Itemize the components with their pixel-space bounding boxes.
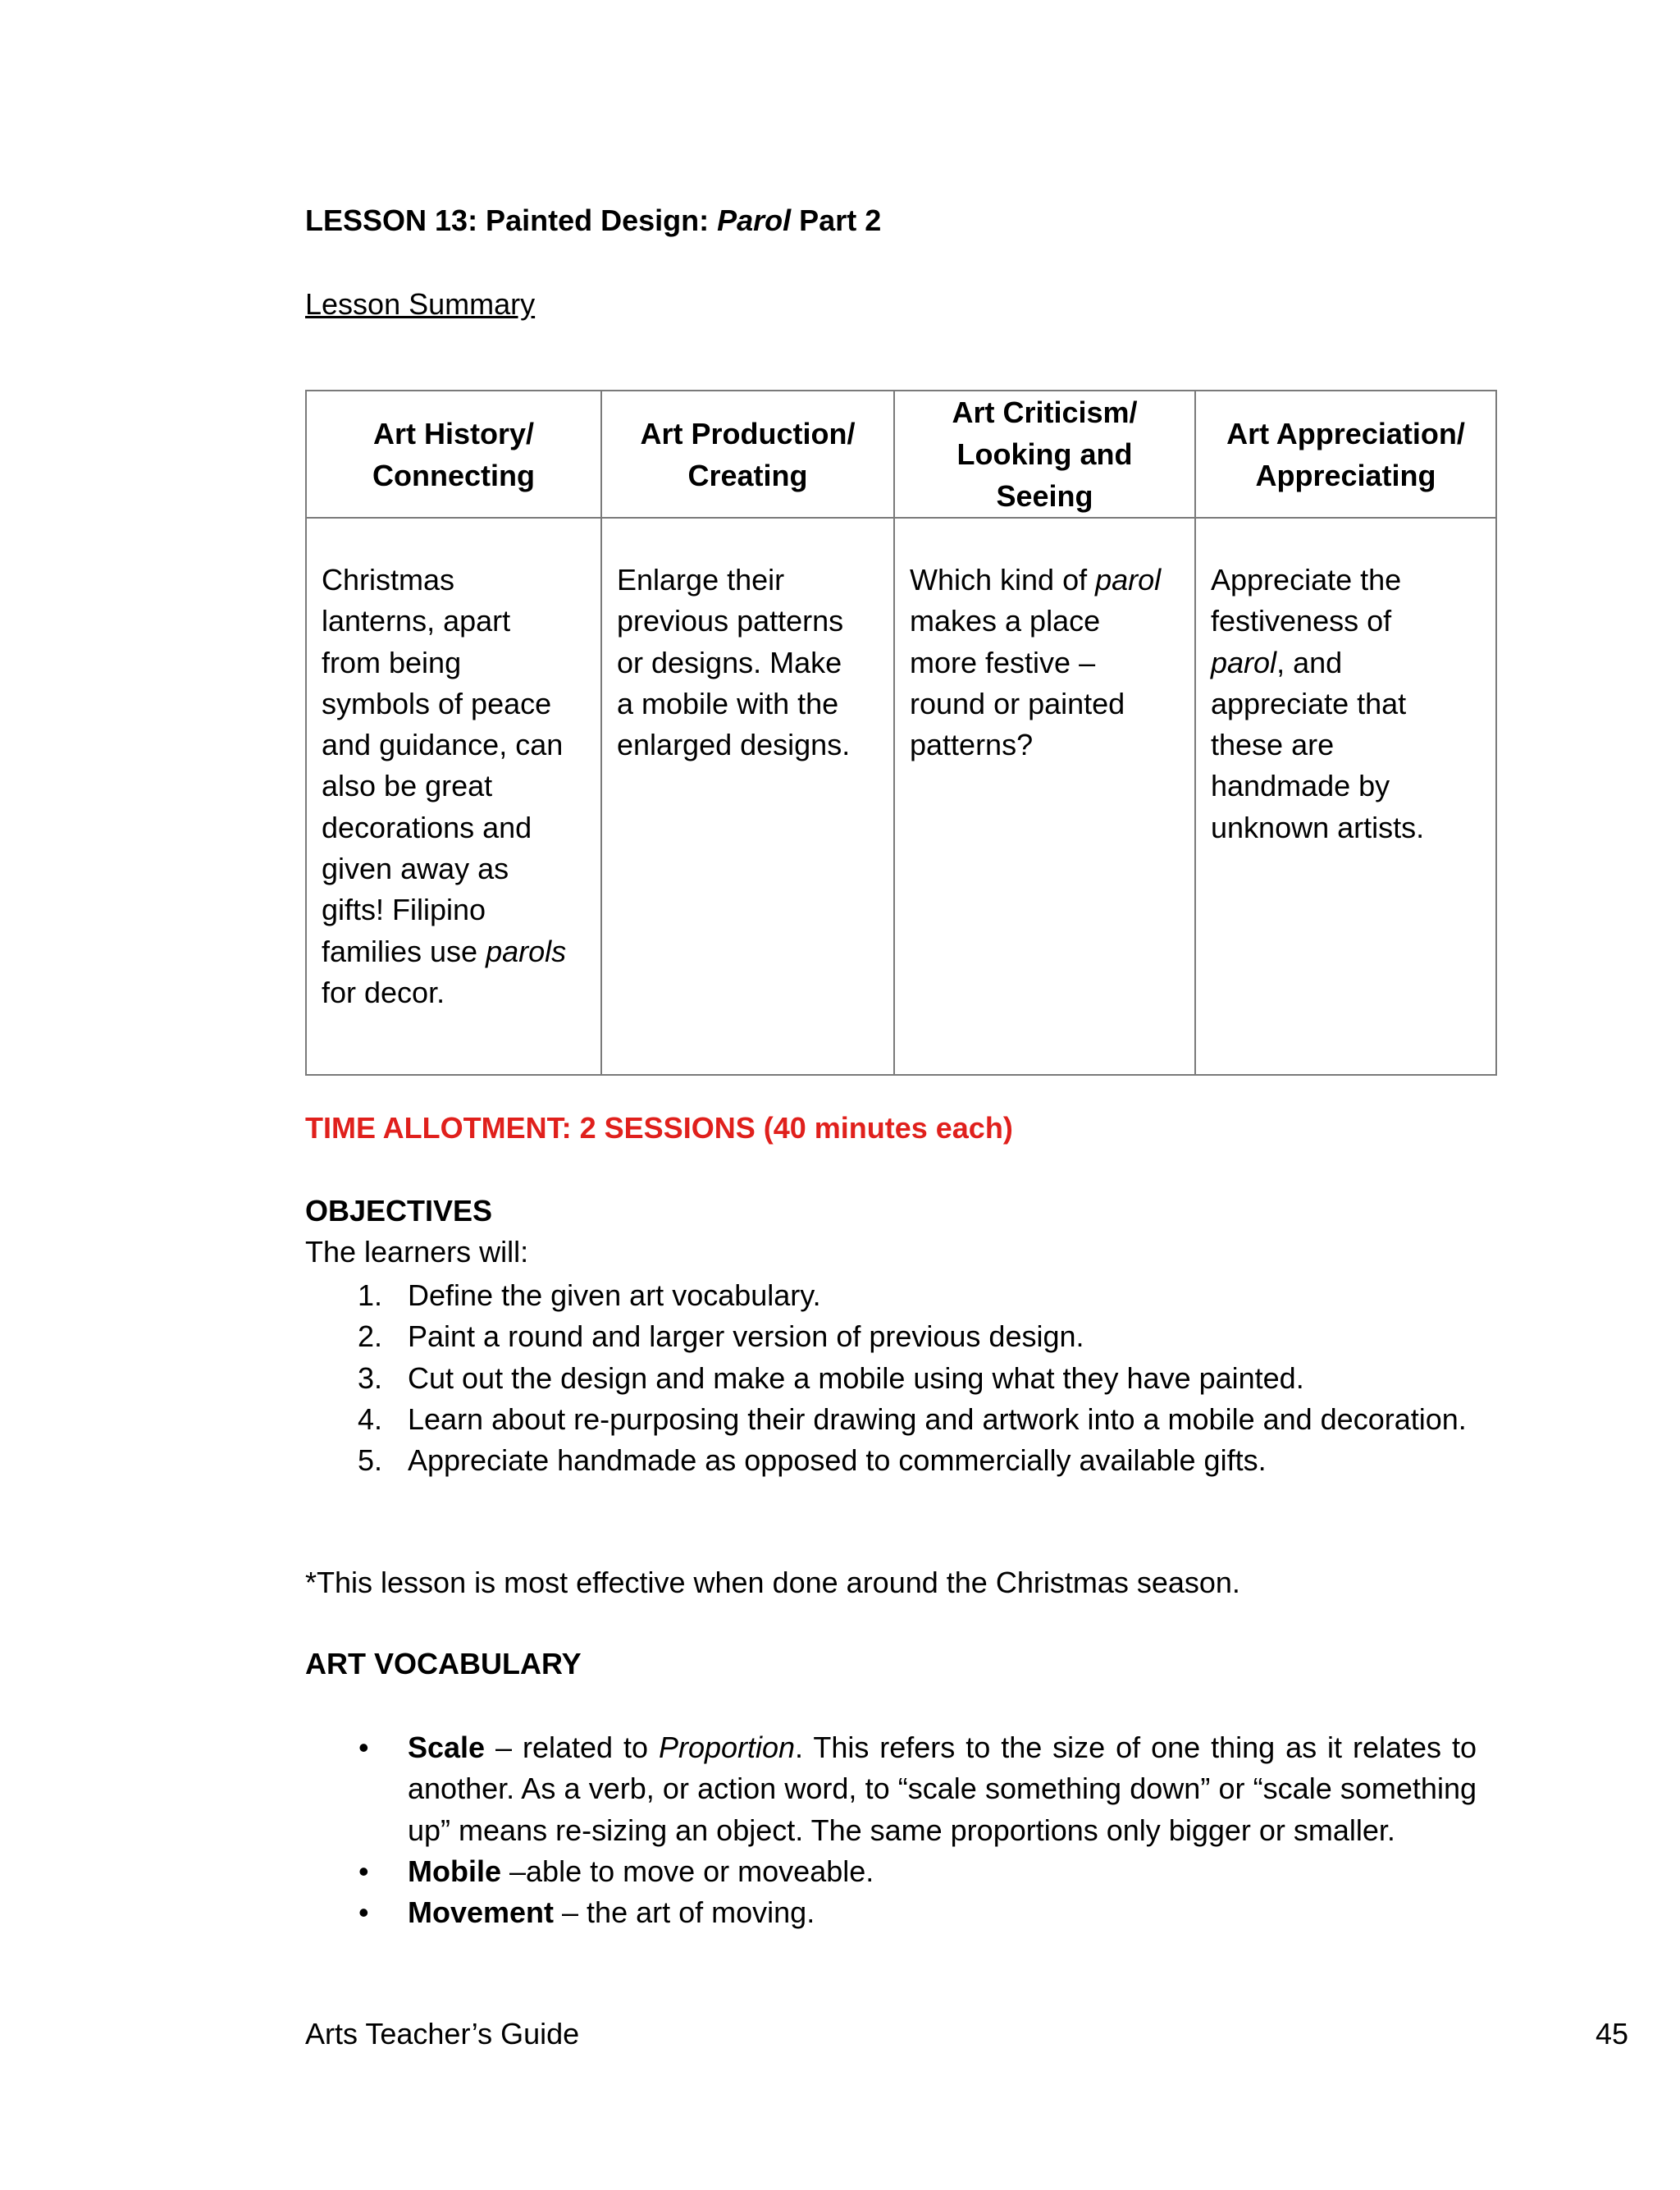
bullet-icon: • — [358, 1895, 369, 1930]
header-art-appreciation: Art Appreciation/ Appreciating — [1195, 391, 1496, 518]
bullet-icon: • — [358, 1854, 369, 1888]
lesson-note: *This lesson is most effective when done around the Christmas season. — [305, 1566, 1240, 1599]
vocab-item-movement: • Movement – the art of moving. — [305, 1892, 1477, 1933]
lesson-summary-label: Lesson Summary — [305, 287, 536, 321]
cell-art-production: Enlarge their previous patterns or designs. Make a mobile with the enlarged designs. — [601, 518, 894, 1075]
lesson-summary-table — [305, 390, 1497, 1076]
list-item: 3. Cut out the design and make a mobile using what they have painted. — [358, 1360, 1304, 1395]
table-header-row — [306, 391, 1496, 518]
table-row — [306, 518, 1496, 1075]
list-item: 1. Define the given art vocabulary. — [358, 1278, 821, 1312]
vocab-item-mobile: • Mobile –able to move or moveable. — [305, 1851, 1477, 1892]
cell-art-appreciation: Appreciate the festiveness of parol, and appreciate that these are handmade by unknown artists. — [1195, 518, 1496, 1075]
vocabulary-heading: ART VOCABULARY — [305, 1647, 582, 1680]
objectives-heading: OBJECTIVES — [305, 1194, 493, 1228]
vocab-item-scale: • Scale – related to Proportion. This refers to the size of one thing as it relates to another. As a verb, or action word, to “scale something down” or “scale something up” means re-sizing an object. The same proportions only bigger or smaller. — [305, 1727, 1477, 1851]
header-art-production: Art Production/ Creating — [601, 391, 894, 518]
list-item: 5. Appreciate handmade as opposed to commercially available gifts. — [358, 1443, 1267, 1478]
header-art-history: Art History/ Connecting — [306, 391, 601, 518]
list-item: 2. Paint a round and larger version of previous design. — [358, 1319, 1084, 1354]
bullet-icon: • — [358, 1731, 369, 1764]
objectives-intro: The learners will: — [305, 1235, 529, 1269]
time-allotment: TIME ALLOTMENT: 2 SESSIONS (40 minutes each) — [305, 1111, 1013, 1145]
page-number: 45 — [1595, 2017, 1628, 2051]
objectives-list — [305, 1275, 1478, 1481]
list-item: 4. Learn about re-purposing their drawing and artwork into a mobile and decoration. — [358, 1401, 1467, 1436]
cell-art-history: Christmas lanterns, apart from being symbols of peace and guidance, can also be great decorations and given away as gifts! Filipino families use parols for decor. — [306, 518, 601, 1075]
cell-art-criticism: Which kind of parol makes a place more festive – round or painted patterns? — [894, 518, 1195, 1075]
vocabulary-list — [305, 1727, 1477, 1933]
header-art-criticism: Art Criticism/ Looking and Seeing — [894, 391, 1195, 518]
footer-guide-title: Arts Teacher’s Guide — [305, 2017, 580, 2051]
lesson-title: LESSON 13: Painted Design: Parol Part 2 — [305, 203, 882, 237]
